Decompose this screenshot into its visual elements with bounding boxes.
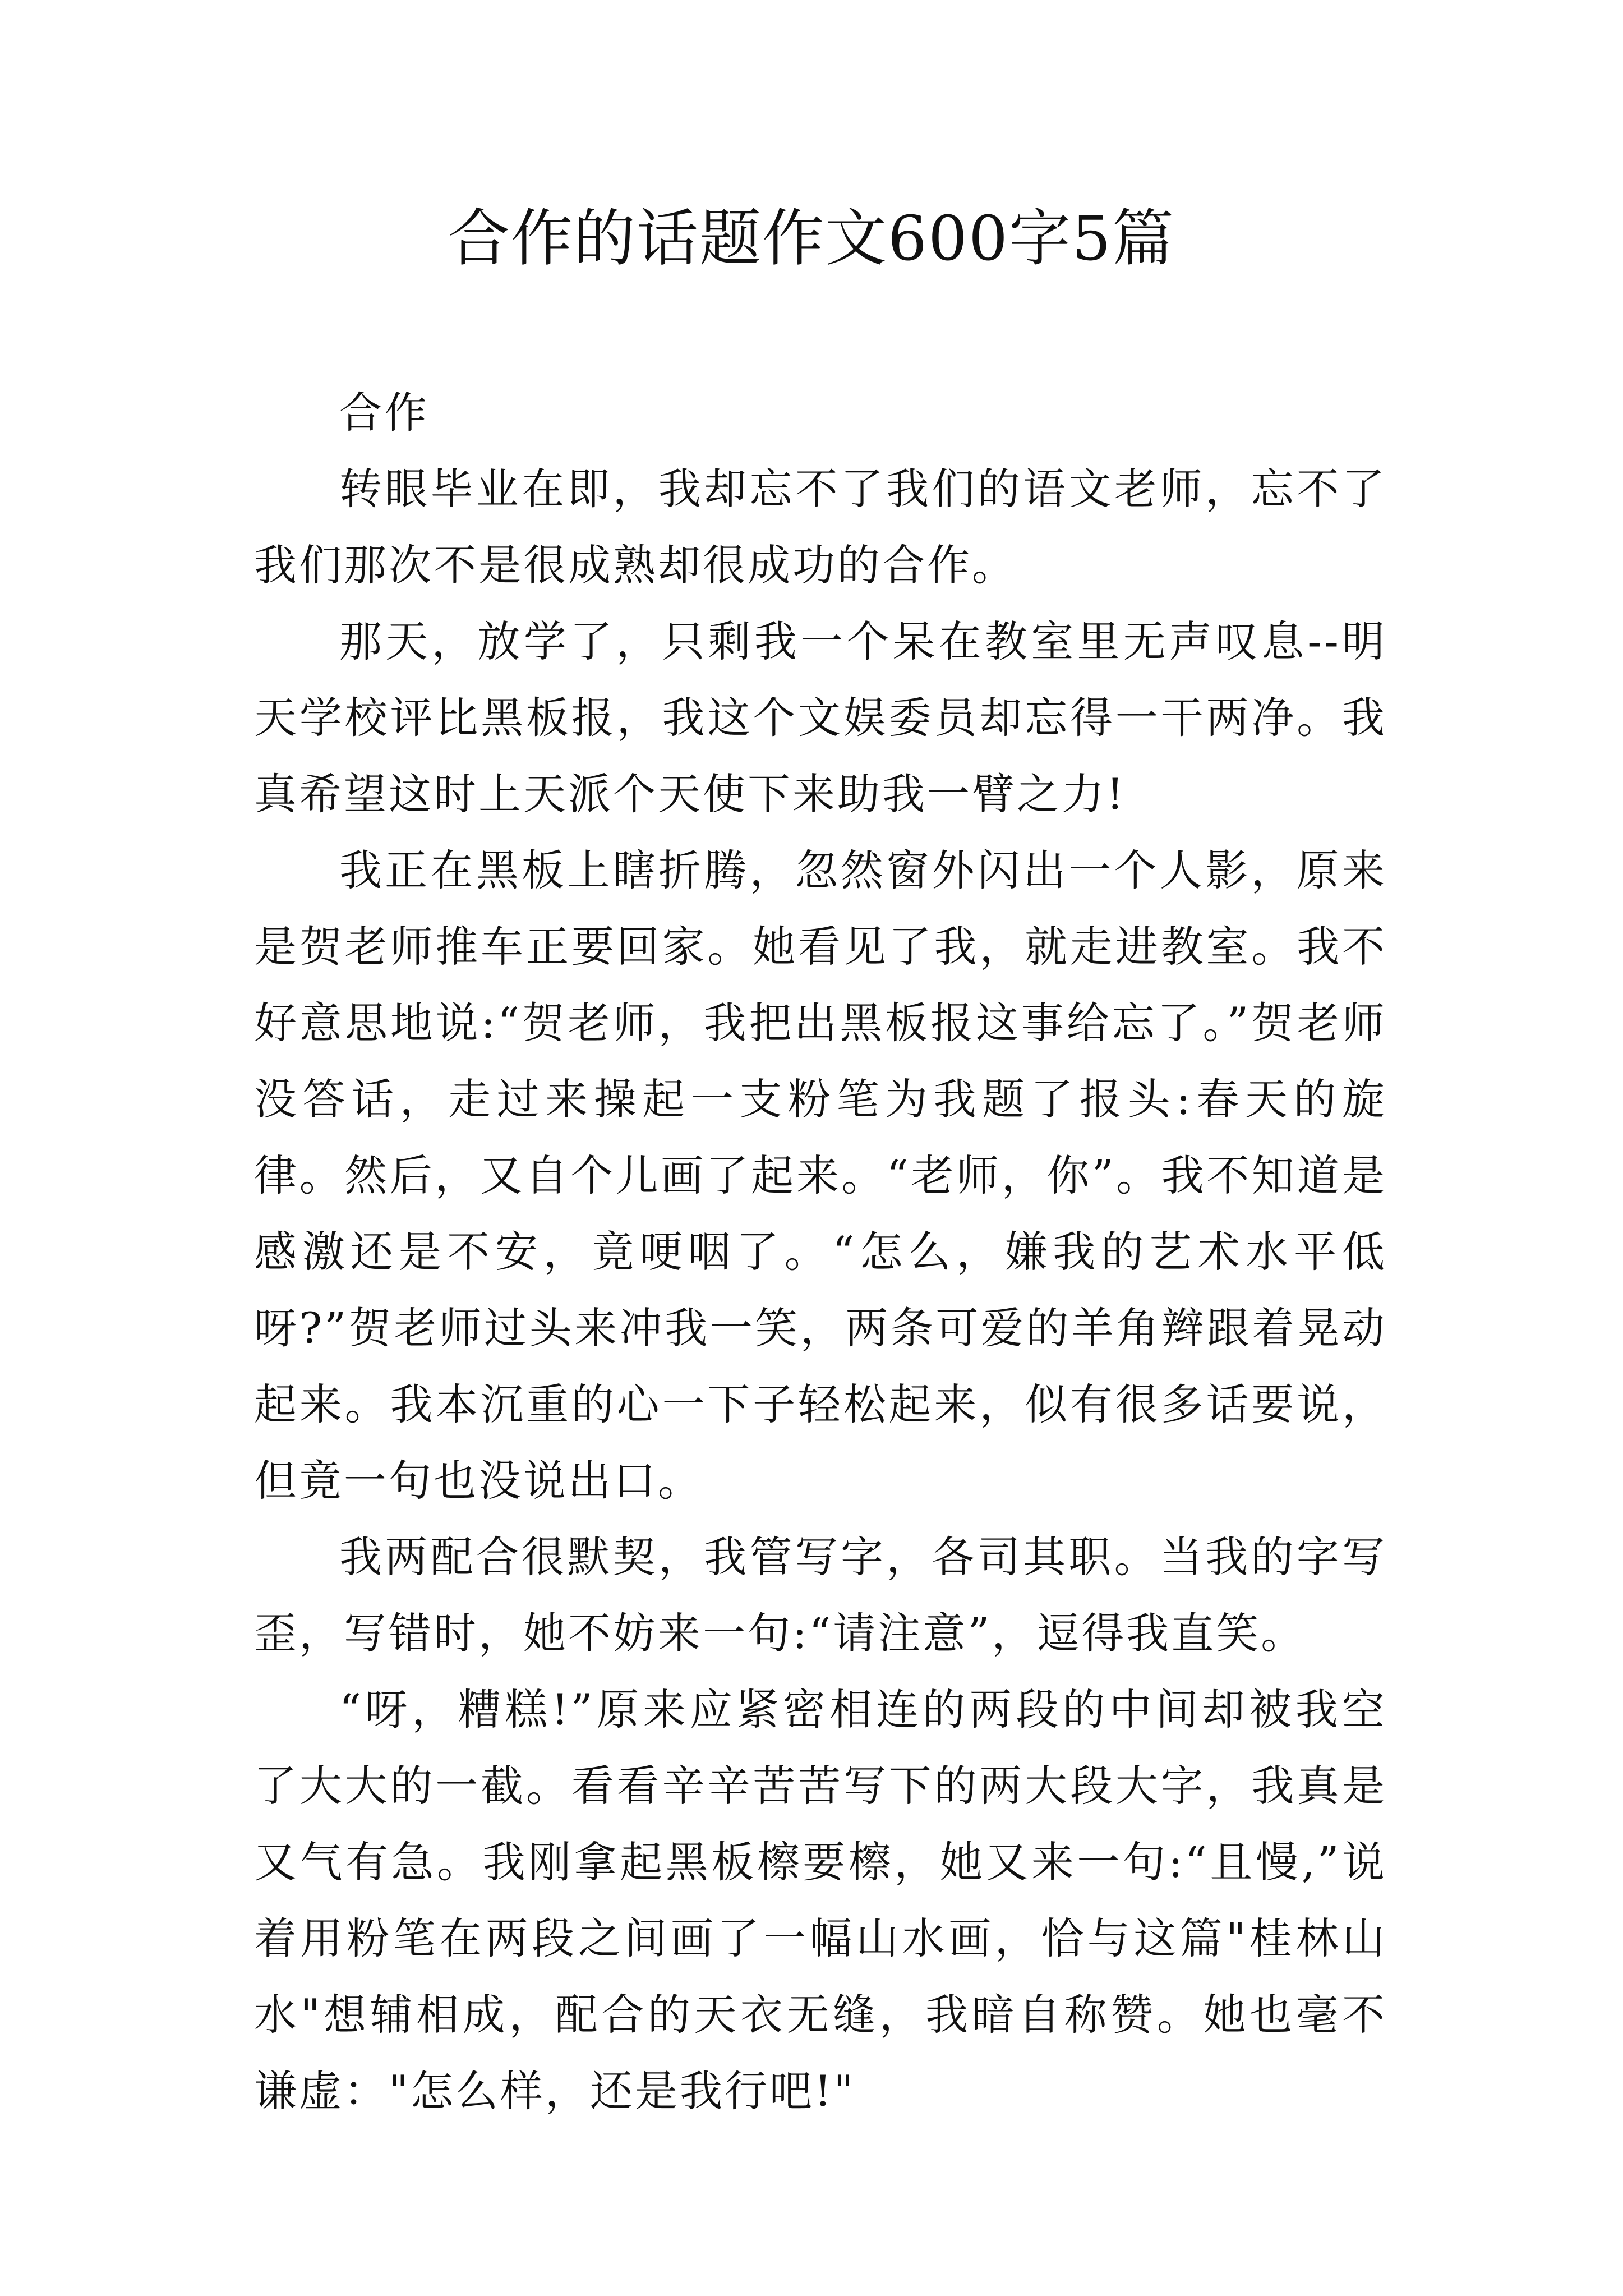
paragraph: 那天，放学了，只剩我一个呆在教室里无声叹息--明天学校评比黑板报，我这个文娱委员却忘得一干两净。我真希望这时上天派个天使下来助我一臂之力! bbox=[254, 616, 1387, 819]
document-body bbox=[254, 375, 1387, 2129]
paragraph: “呀，糟糕!”原来应紧密相连的两段的中间却被我空了大大的一截。看看辛辛苦苦写下的两大段大字，我真是又气有急。我刚拿起黑板檫要檫，她又来一句:“且慢,”说着用粉笔在两段之间画了一幅山水画，恰与这篇"桂林山水"想辅相成，配合的天衣无缝，我暗自称赞。她也毫不谦虚："怎么样，还是我行吧!" bbox=[254, 1685, 1387, 2116]
document-title: 合作的话题作文600字5篇 bbox=[448, 203, 1175, 274]
paragraph: 转眼毕业在即，我却忘不了我们的语文老师，忘不了我们那次不是很成熟却很成功的合作。 bbox=[254, 464, 1387, 590]
paragraph-heading: 合作 bbox=[339, 388, 429, 438]
paragraph: 我正在黑板上瞎折腾，忽然窗外闪出一个人影，原来是贺老师推车正要回家。她看见了我，就走进教室。我不好意思地说:“贺老师，我把出黑板报这事给忘了。”贺老师没答话，走过来操起一支粉笔为我题了报头:春天的旋律。然后，又自个儿画了起来。“老师，你”。我不知道是感激还是不安，竟哽咽了。“怎么，嫌我的艺术水平低呀?”贺老师过头来冲我一笑，两条可爱的羊角辫跟着晃动起来。我本沉重的心一下子轻松起来，似有很多话要说，但竟一句也没说出口。 bbox=[254, 845, 1387, 1506]
paragraph: 我两配合很默契，我管写字，各司其职。当我的字写歪，写错时，她不妨来一句:“请注意”，逗得我直笑。 bbox=[254, 1532, 1387, 1658]
